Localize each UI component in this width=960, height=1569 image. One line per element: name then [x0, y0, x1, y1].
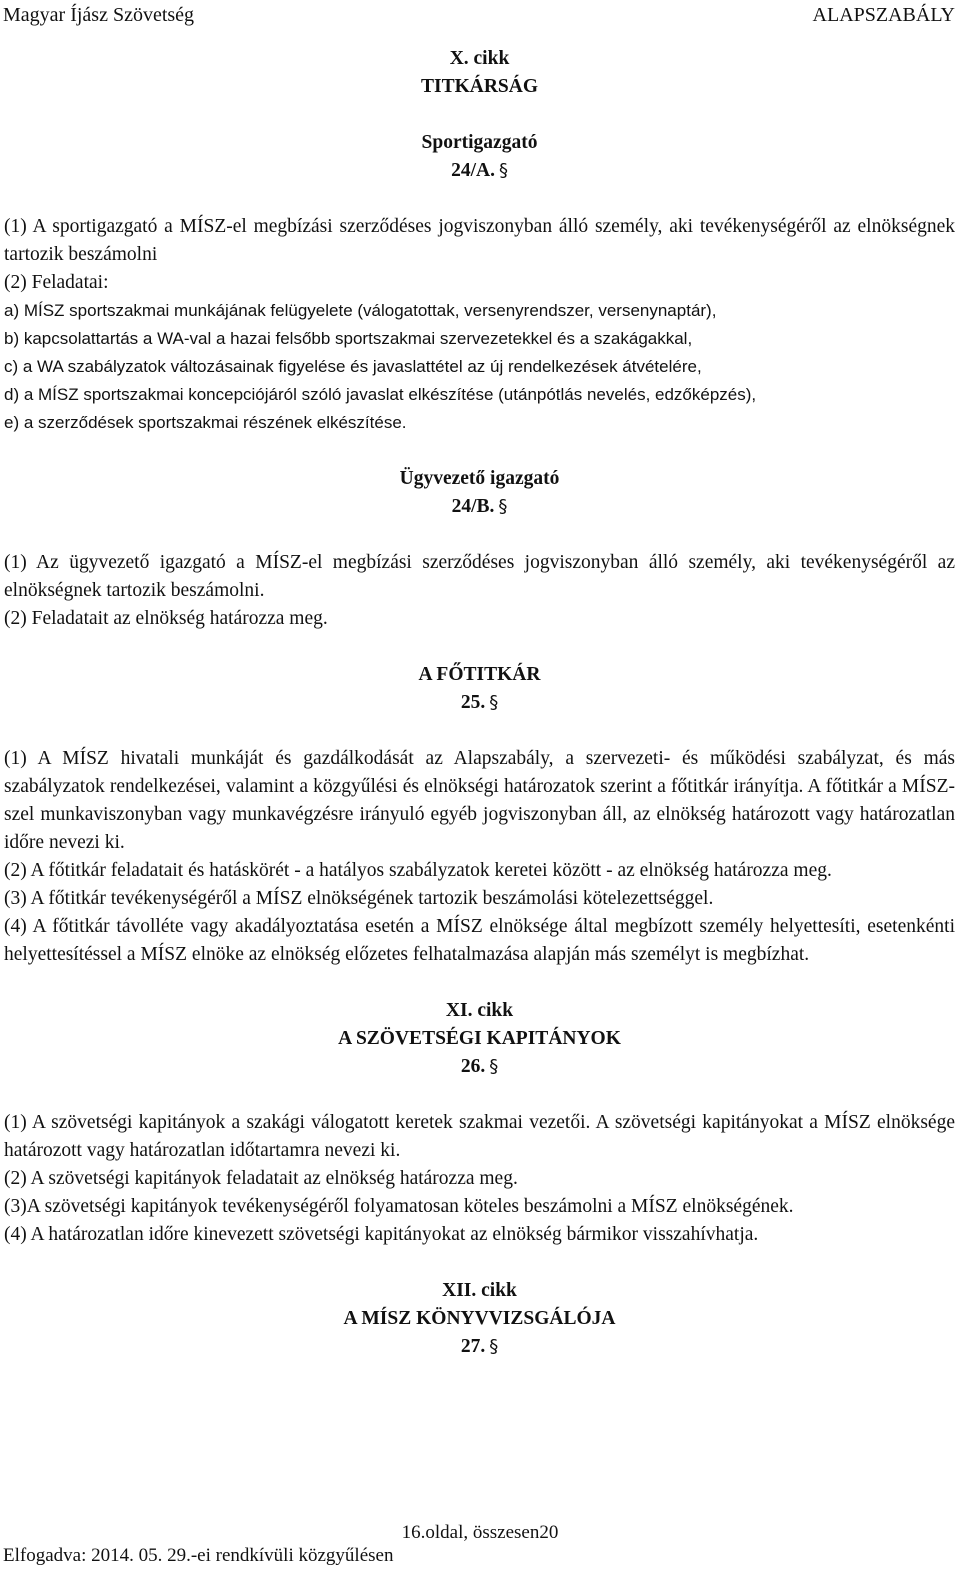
- paragraph-25-1: (1) A MÍSZ hivatali munkáját és gazdálkodását az Alapszabály, a szervezeti- és működési szabályzat, és más szabályzatok rendelkezései, valamint a közgyűlési és elnökségi határozatok szerint a főtitkár irányítja. A főtitkár a MÍSZ-szel munkaviszonyban vagy munkavégzésre irányuló egyéb jogviszonyban áll, az elnökség határozott vagy határozatlan időre nevezi ki.: [4, 748, 955, 853]
- paragraph-24a-1: (1) A sportigazgató a MÍSZ-el megbízási szerződéses jogviszonyban álló személy, aki tevékenységéről az elnökségnek tartozik beszámolni: [4, 216, 955, 265]
- section-sign-icon: §: [498, 496, 508, 517]
- paragraph-26-4: (4) A határozatlan időre kinevezett szövetségi kapitányokat az elnökség bármikor visszahívhatja.: [4, 1224, 759, 1245]
- article-10-number: X. cikk: [449, 48, 510, 69]
- paragraph-25-2: (2) A főtitkár feladatait és hatáskörét - a hatályos szabályzatok keretei között - az elnökség határozza meg.: [4, 860, 832, 881]
- header-document-title: ALAPSZABÁLY: [812, 4, 955, 26]
- header-organization: Magyar Íjász Szövetség: [3, 4, 195, 26]
- section-26-number: 26. §: [460, 1056, 499, 1077]
- article-10-title: TITKÁRSÁG: [420, 76, 539, 97]
- section-25-number: 25. §: [460, 692, 499, 713]
- paragraph-25-3: (3) A főtitkár tevékenységéről a MÍSZ elnökségének tartozik beszámolási kötelezettséggel.: [4, 888, 714, 909]
- adoption-note: Elfogadva: 2014. 05. 29.-ei rendkívüli közgyűlésen: [3, 1545, 394, 1566]
- paragraph-25-4: (4) A főtitkár távolléte vagy akadályoztatása esetén a MÍSZ elnöksége által megbízott személy helyettesíti, esetenkénti helyettesítéssel a MÍSZ elnöke az elnökség előzetes felhatalmazása alapján más személyt is megbízhat.: [4, 916, 955, 965]
- document-body: [4, 45, 955, 1361]
- ugyvezeto-heading: Ügyvezető igazgató: [399, 468, 560, 489]
- article-11-title: A SZÖVETSÉGI KAPITÁNYOK: [338, 1028, 621, 1049]
- list-item-d: d) a MÍSZ sportszakmai koncepciójáról szóló javaslat elkészítése (utánpótlás nevelés, edzőképzés),: [4, 385, 757, 404]
- paragraph-24a-2: (2) Feladatai:: [4, 272, 109, 293]
- section-27-number: 27. §: [460, 1336, 499, 1357]
- section-24b-number: 24/B. §: [451, 496, 508, 517]
- paragraph-26-1: (1) A szövetségi kapitányok a szakági válogatott keretek szakmai vezetői. A szövetségi kapitányokat a MÍSZ elnöksége határozott vagy határozatlan időtartamra nevezi ki.: [4, 1112, 955, 1161]
- article-12-number: XII. cikk: [442, 1280, 517, 1301]
- paragraph-24b-2: (2) Feladatait az elnökség határozza meg.: [4, 608, 328, 629]
- list-item-c: c) a WA szabályzatok változásainak figyelése és javaslattétel az új rendelkezések átvételére,: [4, 357, 702, 376]
- paragraph-24b-1: (1) Az ügyvezető igazgató a MÍSZ-el megbízási szerződéses jogviszonyban álló személy, aki tevékenységéről az elnökségnek tartozik beszámolni.: [4, 552, 955, 601]
- list-item-e: e) a szerződések sportszakmai részének elkészítése.: [4, 413, 407, 432]
- article-11-number: XI. cikk: [445, 1000, 514, 1021]
- fotitkar-heading: A FŐTITKÁR: [418, 664, 541, 685]
- page-number: 16.oldal, összesen20: [401, 1522, 559, 1543]
- article-12-title: A MÍSZ KÖNYVVIZSGÁLÓJA: [343, 1308, 616, 1329]
- section-sign-icon: §: [489, 1336, 499, 1357]
- list-item-a: a) MÍSZ sportszakmai munkájának felügyelete (válogatottak, versenyrendszer, versenynaptár),: [4, 301, 717, 320]
- section-sign-icon: §: [498, 160, 508, 181]
- section-sign-icon: §: [489, 1056, 499, 1077]
- sportigazgato-heading: Sportigazgató: [421, 132, 538, 153]
- list-item-b: b) kapcsolattartás a WA-val a hazai felsőbb sportszakmai szervezetekkel és a szakágakkal,: [4, 329, 693, 348]
- section-sign-icon: §: [489, 692, 499, 713]
- section-24a-number: 24/A. §: [451, 160, 508, 181]
- paragraph-26-2: (2) A szövetségi kapitányok feladatait az elnökség határozza meg.: [4, 1168, 518, 1189]
- paragraph-26-3: (3)A szövetségi kapitányok tevékenységéről folyamatosan köteles beszámolni a MÍSZ elnökségének.: [4, 1196, 794, 1217]
